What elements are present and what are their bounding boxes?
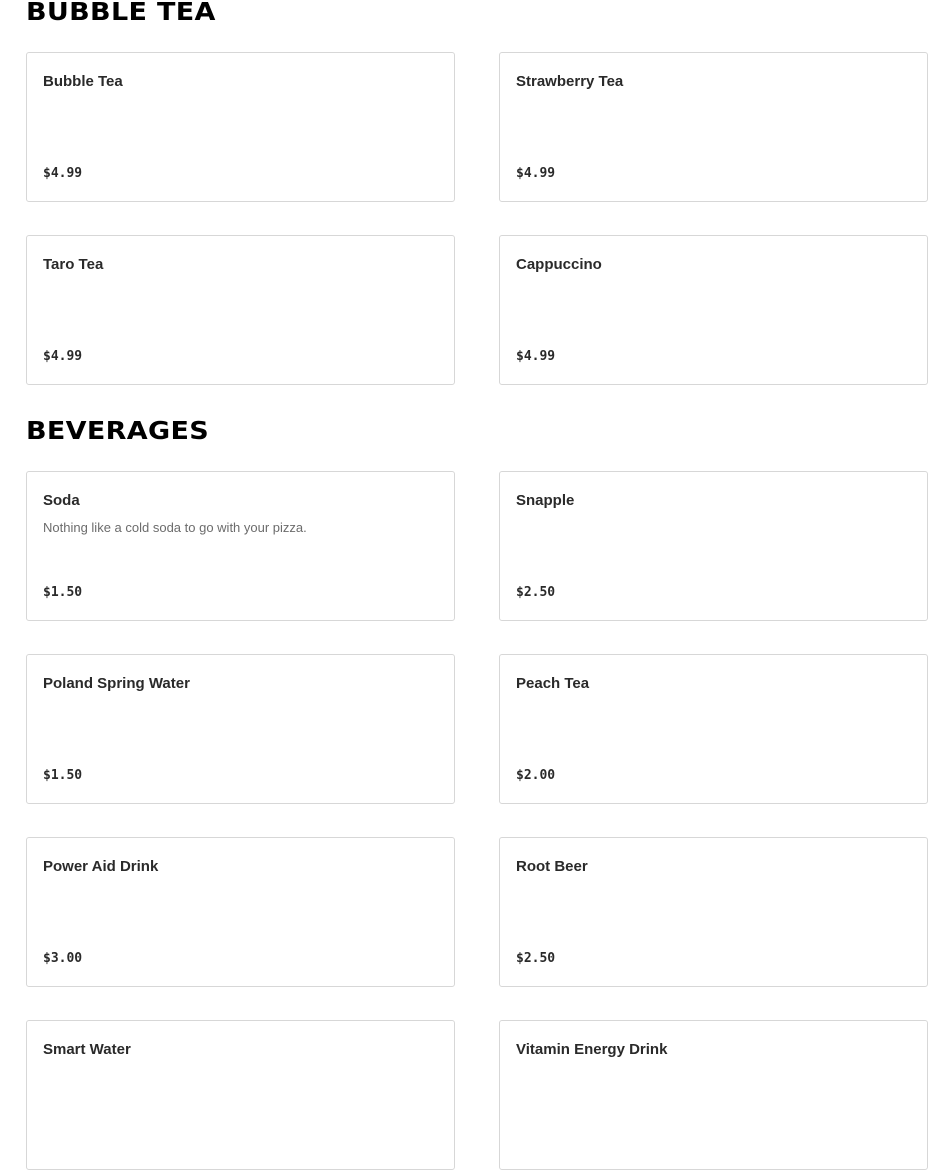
section-title-beverages: BEVERAGES [26, 416, 210, 445]
menu-item-card-strawberry-tea[interactable] [499, 52, 928, 202]
menu-item-card-power-aid-drink[interactable] [26, 837, 455, 987]
menu-item-price: $1.50 [43, 585, 83, 600]
menu-item-card-poland-spring-water[interactable] [26, 654, 455, 804]
menu-item-card-snapple[interactable] [499, 471, 928, 621]
menu-item-description: Nothing like a cold soda to go with your pizza. [43, 520, 307, 535]
beverages-section [26, 416, 928, 1058]
menu-item-card-peach-tea[interactable] [499, 654, 928, 804]
menu-item-card-cappuccino[interactable] [499, 235, 928, 385]
menu-item-name: Power Aid Drink [43, 858, 159, 875]
bubble-tea-grid [26, 52, 928, 385]
menu-item-price: $2.50 [516, 951, 556, 966]
menu-item-name: Taro Tea [43, 256, 104, 273]
menu-item-name: Peach Tea [516, 675, 590, 692]
menu-item-card-taro-tea[interactable] [26, 235, 455, 385]
menu-item-card-root-beer[interactable] [499, 837, 928, 987]
menu-item-price: $2.00 [516, 768, 556, 783]
menu-item-card-smart-water[interactable] [26, 1020, 455, 1170]
menu-item-name: Poland Spring Water [43, 675, 190, 692]
menu-item-price: $3.00 [43, 951, 83, 966]
menu-item-name: Vitamin Energy Drink [516, 1041, 668, 1058]
menu-item-card-soda[interactable] [26, 471, 455, 621]
menu-item-name: Root Beer [516, 858, 588, 875]
menu-item-price: $1.50 [43, 768, 83, 783]
menu-item-name: Soda [43, 492, 80, 509]
menu-item-price: $4.99 [43, 349, 83, 364]
bubble-tea-section [26, 0, 928, 364]
menu-item-card-vitamin-energy-drink[interactable] [499, 1020, 928, 1170]
menu-item-name: Smart Water [43, 1041, 131, 1058]
menu-item-price: $4.99 [43, 166, 83, 181]
menu-item-card-bubble-tea[interactable] [26, 52, 455, 202]
menu-item-price: $4.99 [516, 166, 556, 181]
beverages-grid [26, 471, 928, 1170]
menu-item-price: $2.50 [516, 585, 556, 600]
menu-item-price: $4.99 [516, 349, 556, 364]
section-title-bubble-tea: BUBBLE TEA [26, 0, 216, 26]
menu-item-name: Snapple [516, 492, 575, 509]
menu-item-name: Bubble Tea [43, 73, 123, 90]
menu-item-name: Strawberry Tea [516, 73, 624, 90]
menu-item-name: Cappuccino [516, 256, 602, 273]
